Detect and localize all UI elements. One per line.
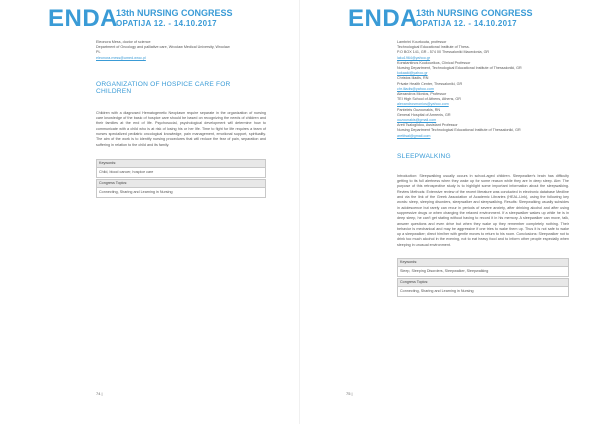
author-email-link[interactable]: chr.iliadis@yahoo.com xyxy=(397,86,434,91)
author-line: Panteleis Ouzounakis, RN xyxy=(397,107,441,112)
left-abstract xyxy=(96,40,266,198)
keywords-value: Sleep, Sleeping Disorders, Sleepwalker, Sleepwalking xyxy=(400,269,489,274)
enda-logo: ENDA xyxy=(348,5,419,32)
author-line: Areti Tsaloglidou, Assistant Professor xyxy=(397,123,458,128)
page-number: 74 | xyxy=(96,391,103,396)
topics-value: Connecting, Sharing and Learning in Nursing xyxy=(400,289,474,294)
author-email-link[interactable]: kokaaki@yahoo.gr xyxy=(397,71,428,76)
author-email-link[interactable]: laku1964@yahoo.gr xyxy=(397,55,431,60)
right-abstract-content xyxy=(397,40,569,297)
author-line: PL xyxy=(96,50,101,55)
author-email-link[interactable]: eleonora.mess@umed.wroc.pl xyxy=(96,55,146,60)
keywords-label: Keywords: xyxy=(97,160,265,168)
author-line: Department of Oncology and palliative care, Wroclaw Medical University, Wroclaw xyxy=(96,45,230,50)
topics-box xyxy=(397,278,569,297)
topics-label: Congress Topics: xyxy=(97,180,265,188)
author-email-link[interactable]: aretitsal@gmail.com xyxy=(397,133,431,138)
author-line: Konstantinos Koukourikos, Clinical Professor xyxy=(397,60,471,65)
keywords-box xyxy=(96,159,266,178)
author-line: Private Health Center, Thessaloniki, GR xyxy=(397,81,463,86)
author-line: Nursing Department, Technological Educational Institute of Thessaloniki, GR xyxy=(397,66,522,71)
author-line: TEI High School of Athens, Athens, GR xyxy=(397,97,461,102)
congress-name: 13th NURSING CONGRESS xyxy=(116,8,233,18)
author-line: Lambrini Kourkouta, professor xyxy=(397,40,447,44)
keywords-label: Keywords: xyxy=(398,259,568,267)
congress-date: OPATIJA 12. - 14.10.2017 xyxy=(416,19,517,28)
abstract-body: Children with a diagnosed Hematogenetic Neoplasm require separate in the organization of nursing care knowledge of the basic of hospice care should be based on recognizing the needs of children and their families at the end of life. Psychosocial, psychological development will determine how to communicate with a child who is at risk of losing his or her life. Time to fight for life requires a team of nurses specialized pediatric oncological knowledge, pain management, emotional support, spirituality. The aim of the work is to identify nursing procedures that will reduce the fear of pain, separation and suffering in relation to the child and its family. xyxy=(96,110,266,147)
author-email-link[interactable]: ouzounakis@gmail.com xyxy=(397,118,437,123)
author-line: General Hospital of Amrenis, GR xyxy=(397,112,451,117)
author-line: Technological Educational Institute of Thess. xyxy=(397,45,470,50)
abstract-body: Introduction: Sleepwalking usually occurs in school-aged children. Sleepwalker's brain has difficulty getting to its full alertness when they wake up for some reason while they are in deep sleep. Aim: The purpose of this retrospective study is to highlight some important information about the sleepwalking. Review Methods: Extensive review of the recent literature was conducted in electronic database Medline and via the link of the Greek Association of Academic Libraries (HEAL-Link), using the following key words: sleep, sleeping disorders, sleepwalker and sleepwalking. Results: Sleepwalking usually subsides in adolescence but rarely can recur in periods of severe anxiety, after drinking alcohol and after using suppressive drugs or when changing the relaxed environment. If a sleepwalker wakes up while he is in deep sleep, he can't get stating without having to record it in his memory. A sleepwalker can move, talk, answer questions and even drive but when they wake up they remember completely nothing. Their behavior is mechanical and may be aggressive if one tries to wake them up. Thus it is not safe to wake up a sleepwalker; direct him/her with gentle moves to return to his room. Conclusions: Sleepwalker not to drink too much alcohol in the evening, not to eat heavy food and to inform other people especially when sleeping in unusual environment. xyxy=(397,173,569,247)
congress-date: OPATIJA 12. - 14.10.2017 xyxy=(116,19,217,28)
author-line: Christos Iliadis, RN xyxy=(397,76,429,81)
author-email-link[interactable]: alexandrosmonios@yahoo.com xyxy=(397,102,449,107)
abstract-title: SLEEPWALKING xyxy=(397,152,451,160)
topics-value: Connecting, Sharing and Learning in Nursing xyxy=(99,189,173,194)
enda-logo: ENDA xyxy=(48,5,119,32)
author-line: P.O BOX 141, GR - 574 00 Thessaloniki Macedonia, GR xyxy=(397,50,490,55)
author-line: Eleonora Mess, doctor of science xyxy=(96,40,151,44)
keywords-value: Child, blood cancer, hospice care xyxy=(99,169,154,174)
topics-box xyxy=(96,179,266,198)
congress-name: 13th NURSING CONGRESS xyxy=(416,8,533,18)
congress-title xyxy=(116,8,233,29)
abstract-title: ORGANIZATION OF HOSPICE CARE FOR CHILDREN xyxy=(96,80,231,95)
congress-title xyxy=(416,8,533,29)
keywords-box xyxy=(397,258,569,277)
author-line: Nursing Department Technological Educational Institute of Thessaloniki, GR xyxy=(397,128,521,133)
page-number: 75 | xyxy=(346,391,353,396)
author-line: Alexandros Monios, Professor xyxy=(397,92,447,97)
topics-label: Congress Topics: xyxy=(398,279,568,287)
